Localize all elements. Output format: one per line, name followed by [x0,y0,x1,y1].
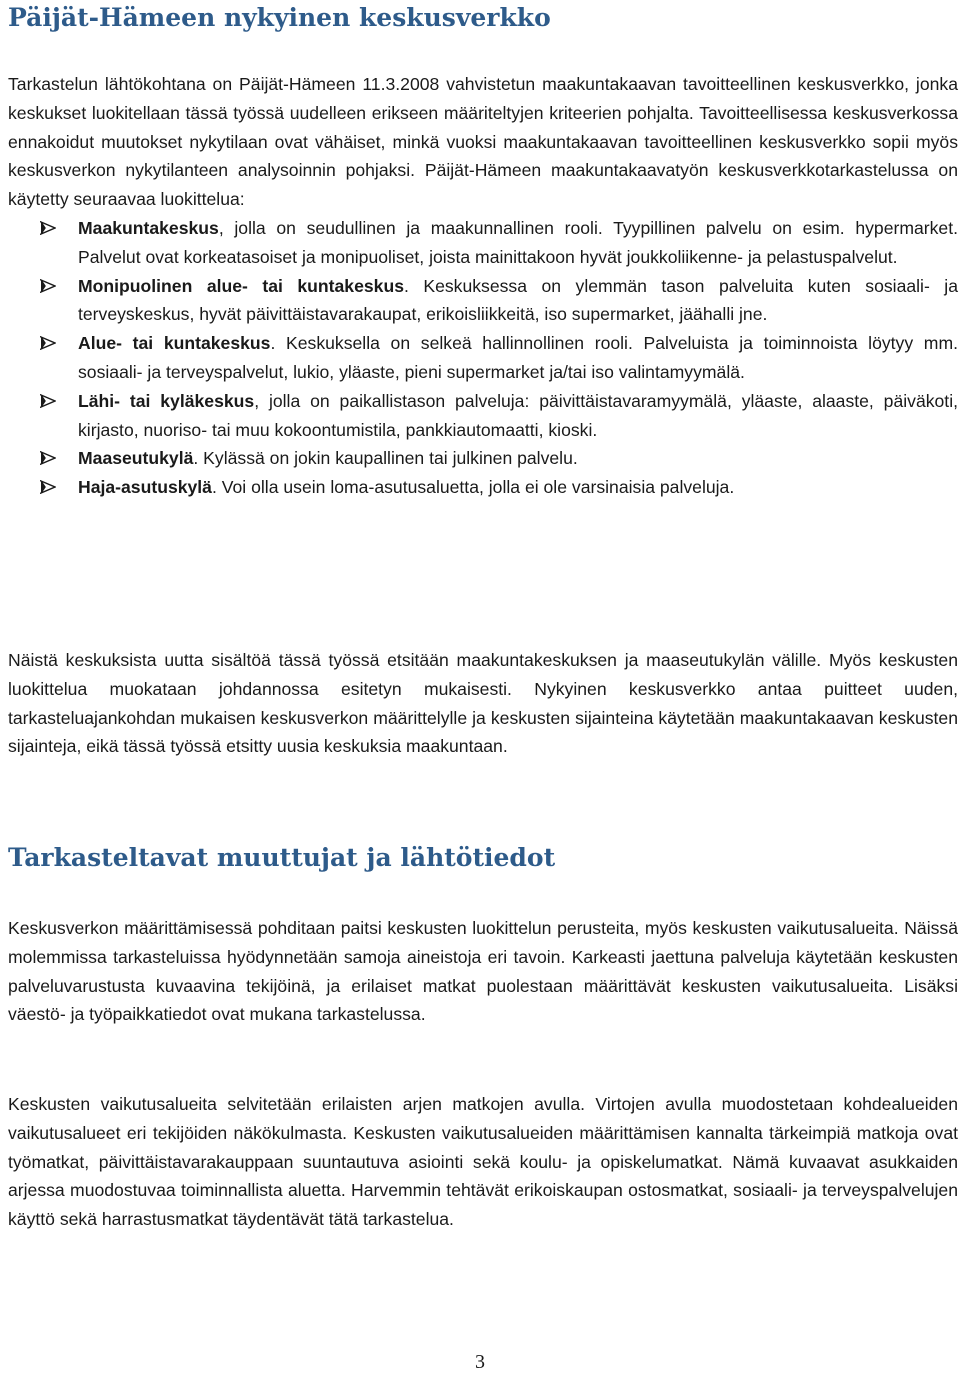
list-item [8,473,958,502]
list-item-text: . Kylässä on jokin kaupallinen tai julkinen palvelu. [193,448,578,469]
list-item [8,214,958,272]
list-item-term: Maakuntakeskus [78,217,219,238]
list-item-text: . Keskuksella on selkeä hallinnollinen rooli. Palveluista ja toiminnoista löytyy mm. sosiaali- ja terveyspalvelut, lukio, yläaste, pieni supermarket ja/tai iso valintamyymälä. [78,333,958,382]
arrow-bullet-icon [40,473,58,494]
paragraph-2: Näistä keskuksista uutta sisältöä tässä työssä etsitään maakuntakeskuksen ja maaseutukylän välille. Myös keskusten luokittelua muokataan johdannossa esitetyn mukaisesti. Nykyinen keskusverkko antaa puitteet uuden, tarkasteluajankohdan mukaisen keskusverkon määrittelylle ja keskusten sijainteina käytetään maakuntakaavan keskusten sijainteja, eikä tässä työssä etsitty uusia keskuksia maakuntaan. [8,650,958,757]
list-item-term: Alue- tai kuntakeskus [78,333,271,354]
list-item [8,444,958,473]
list-item-term: Monipuolinen alue- tai kuntakeskus [78,275,404,296]
page-title: Päijät-Hämeen nykyinen keskusverkko [8,3,551,32]
page-number: 3 [475,1351,485,1373]
list-item [8,272,958,330]
classification-list [8,214,958,502]
paragraph-4: Keskusten vaikutusalueita selvitetään erilaisten arjen matkojen avulla. Virtojen avulla muodostetaan kohdealueiden vaikutusalueet eri tekijöiden näkökulmasta. Keskusten vaikutusalueiden määrittämisen kannalta tärkeimpiä matkoja ovat työmatkat, päivittäistavarakauppaan suuntautuva asiointi sekä koulu- ja opiskelumatkat. Nämä kuvaavat asukkaiden arjessa muodostuvaa toiminnallista aluetta. Harvemmin tehtävät erikoiskaupan ostosmatkat, sosiaali- ja terveyspalvelujen käyttö sekä harrastusmatkat täydentävät tätä tarkastelua. [8,1094,958,1230]
section-heading: Tarkasteltavat muuttujat ja lähtötiedot [8,843,556,872]
list-item-term: Lähi- tai kyläkeskus [78,390,255,411]
paragraph-3: Keskusverkon määrittämisessä pohditaan paitsi keskusten luokittelun perusteita, myös keskusten vaikutusalueita. Näissä molemmissa tarkasteluissa hyödynnetään samoja aineistoja eri tavoin. Karkeasti jaettuna palveluja käytetään keskusten palveluvarustusta kuvaavina tekijöinä, ja erilaiset matkat puolestaan määrittävät keskusten vaikutusalueita. Lisäksi väestö- ja työpaikkatiedot ovat mukana tarkastelussa. [8,918,958,1025]
arrow-bullet-icon [40,214,58,235]
list-item [8,387,958,445]
arrow-bullet-icon [40,272,58,293]
arrow-bullet-icon [40,329,58,350]
list-item-text: , jolla on paikallistason palveluja: päivittäistavaramyymälä, yläaste, alaaste, päiväkoti, kirjasto, nuoriso- tai muu kokoontumistila, pankkiautomaatti, kioski. [78,390,958,440]
arrow-bullet-icon [40,387,58,408]
intro-paragraph: Tarkastelun lähtökohtana on Päijät-Hämeen 11.3.2008 vahvistetun maakuntakaavan tavoitteellinen keskusverkko, jonka keskukset luokitellaan tässä työssä uudelleen erikseen määriteltyjen kriteerien pohjalta. Tavoitteellisessa keskusverkossa ennakoidut muutokset nykytilaan ovat vähäiset, minkä vuoksi maakuntakaavan tavoitteellinen keskusverkko sopii myös keskusverkon nykytilanteen analysoinnin pohjaksi. Päijät-Hämeen maakuntakaavatyön keskusverkkotarkastelussa on käytetty seuraavaa luokittelua: [8,74,958,210]
list-item [8,329,958,387]
list-item-text: . Voi olla usein loma-asutusaluetta, jolla ei ole varsinaisia palveluja. [211,477,735,498]
intro-section [8,70,958,502]
list-item-text: , jolla on seudullinen ja maakunnallinen rooli. Tyypillinen palvelu on esim. hypermarket. Palvelut ovat korkeatasoiset ja monipuoliset, joista mainittakoon hyvät joukkoliikenne- ja pelastuspalvelut. [78,217,958,267]
arrow-bullet-icon [40,444,58,465]
list-item-term: Maaseutukylä [78,448,194,469]
list-item-text: . Keskuksessa on ylemmän tason palveluita kuten sosiaali- ja terveyskeskus, hyvät päivittäistavarakaupat, erikoisliikkeitä, iso supermarket, jäähalli jne. [78,275,958,325]
list-item-term: Haja-asutuskylä [78,477,212,498]
